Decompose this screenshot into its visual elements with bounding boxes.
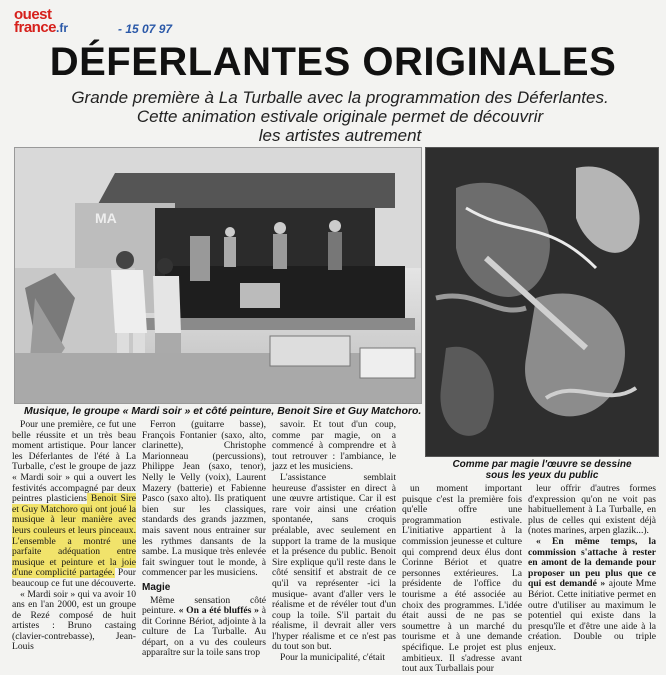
article-column-4: [402, 484, 522, 675]
col3-paragraph-2: L'assistance semblait heureuse d'assister en direct à une œuvre artistique. Car il est rare voir ainsi une création spontanée, sans croquis préalable, avec seulement en support la trame de la musique et la présence du public. Benoit Sire explique qu'il reste dans le côté sensitif et abstrait de ce qu'il va représenter -ici la musique- avant d'aller vers le réalisme et de révéler tout d'un coup la toile. S'il partait du réalisme, il devrait aller vers l'hyper réalisme et ce n'est pas du tout son but.: [272, 471, 396, 653]
col1-text-end: Pour beaucoup ce fut une découverte.: [12, 567, 136, 589]
col1-paragraph-2: « Mardi soir » qui va avoir 10 ans en l'an 2000, est un groupe de Rezé composé de huit artistes : Bruno castaing (clavier-contrebasse), Jean-Louis: [12, 588, 136, 653]
col5-text: ajoute Mme Bériot. Cette initiative permet en outre d'utiliser au maximum le potentiel qui existe dans la presqu'île et d'être une aide à la création. Double ou triple enjeux.: [528, 578, 656, 653]
article-column-3: [272, 420, 396, 664]
col4-paragraph-1: un moment important puisque c'est la première fois qu'elle offre une programmation estivale. L'initiative appartient à la commission jeunesse et culture qui comprend deux élus dont Corinne Bériot et quatre personnes extérieures. La présidente de l'office du tourisme a été associée au choix des programmes. L'idée était aussi de ne pas se soumettre à un marché du tourisme et à une demande spécifique. Le projet est plus ambitieux. Il s'adresse avant tout aux Turballais pour: [402, 483, 522, 675]
subhead-line: les artistes autrement: [258, 126, 422, 145]
col2-text-end: à dit Corinne Bériot, adjointe à la culture de La Turballe. Au départ, on a vu des couleurs apparaître sur la toile sans trop: [142, 605, 266, 659]
col1-text: Pour une première, ce fut une belle réussite et un très beau moment artistique. Pour lancer les Déferlantes de l'été à La Turballe, c'est le groupe de jazz « Mardi soir » qui a ouvert les festivités accompagné par deux peintres plasticiens: [12, 419, 136, 505]
painting-photo-illustration: [426, 148, 658, 456]
concert-photo-illustration: [15, 148, 421, 403]
article-column-1: [12, 420, 136, 653]
col2-quote: « On a été bluffés »: [178, 605, 259, 617]
col5-paragraph-2: [528, 537, 656, 654]
logo-suffix: .fr: [56, 21, 69, 35]
col5-paragraph-1: leur offrir d'autres formes d'expression qu'on ne voit pas habituellement à La Turballe, en plus de celles qui existent déjà (notes marines, arpen glazik...).: [528, 483, 656, 537]
stage-banner-text: MA: [95, 210, 117, 226]
ouest-france-logo: [14, 8, 68, 35]
highlighted-text: Benoit Sire et Guy Matchoro qui ont joué la musique à leur manière avec leurs couleurs et leurs pinceaux. L'ensemble a montré une parfaite adéquation entre musique et peinture et la joie d'une complicité partagée.: [12, 493, 136, 579]
headline: DÉFERLANTES ORIGINALES: [49, 40, 617, 84]
col3-paragraph-1: savoir. Et tout d'un coup, comme par magie, on a commencé à comprendre et à tout retrouver : l'ambiance, le jazz et les musiciens.: [272, 419, 396, 473]
photo2-caption-line: Comme par magie l'œuvre se dessine: [452, 459, 632, 470]
photo2-caption: [426, 459, 658, 481]
article-column-5: [528, 484, 656, 654]
concert-photo: [14, 147, 422, 404]
painting-photo: [425, 147, 659, 457]
col5-quote: « En même temps, la commission s'attache à rester en amont de la demande pour proposer un peu plus que ce qui est demandé »: [528, 535, 656, 590]
article-column-2: [142, 420, 266, 659]
col2-paragraph-1: Ferron (guitarre basse), François Fontanier (saxo, alto, clarinette), Christophe Marionneau (percussions), Philippe Jean (saxo, tenor), Nelly le Velly (voix), Laurent Mazery (batterie) et Fabienne Pasco (saxo alto). Ils pratiquent bien sur les classiques, standards des grands jazzmen, mais savent nous entrainer sur les rythmes dansants de la sambe. La musique très enlevée fait swinguer tout le monde, à commencer par les musiciens.: [142, 419, 266, 579]
logo-line1: ouest: [14, 6, 52, 23]
col3-paragraph-3: Pour la municipalité, c'était: [280, 652, 386, 664]
col1-paragraph-1: [12, 420, 136, 590]
logo-line2: france: [14, 19, 57, 36]
col2-paragraph-2: [142, 596, 266, 660]
subheadline: [40, 88, 640, 145]
subhead-line: Grande première à La Turballe avec la programmation des Déferlantes.: [71, 88, 609, 107]
photo2-caption-line: sous les yeux du public: [485, 470, 599, 481]
subhead-line: Cette animation estivale originale permet de découvrir: [136, 107, 544, 126]
section-subheading: Magie: [142, 581, 171, 593]
col2-text: Même sensation côté peinture.: [142, 594, 266, 617]
photo1-caption: Musique, le groupe « Mardi soir » et côté peinture, Benoit Sire et Guy Matchoro.: [24, 405, 422, 417]
publication-date: - 15 07 97: [118, 22, 173, 36]
